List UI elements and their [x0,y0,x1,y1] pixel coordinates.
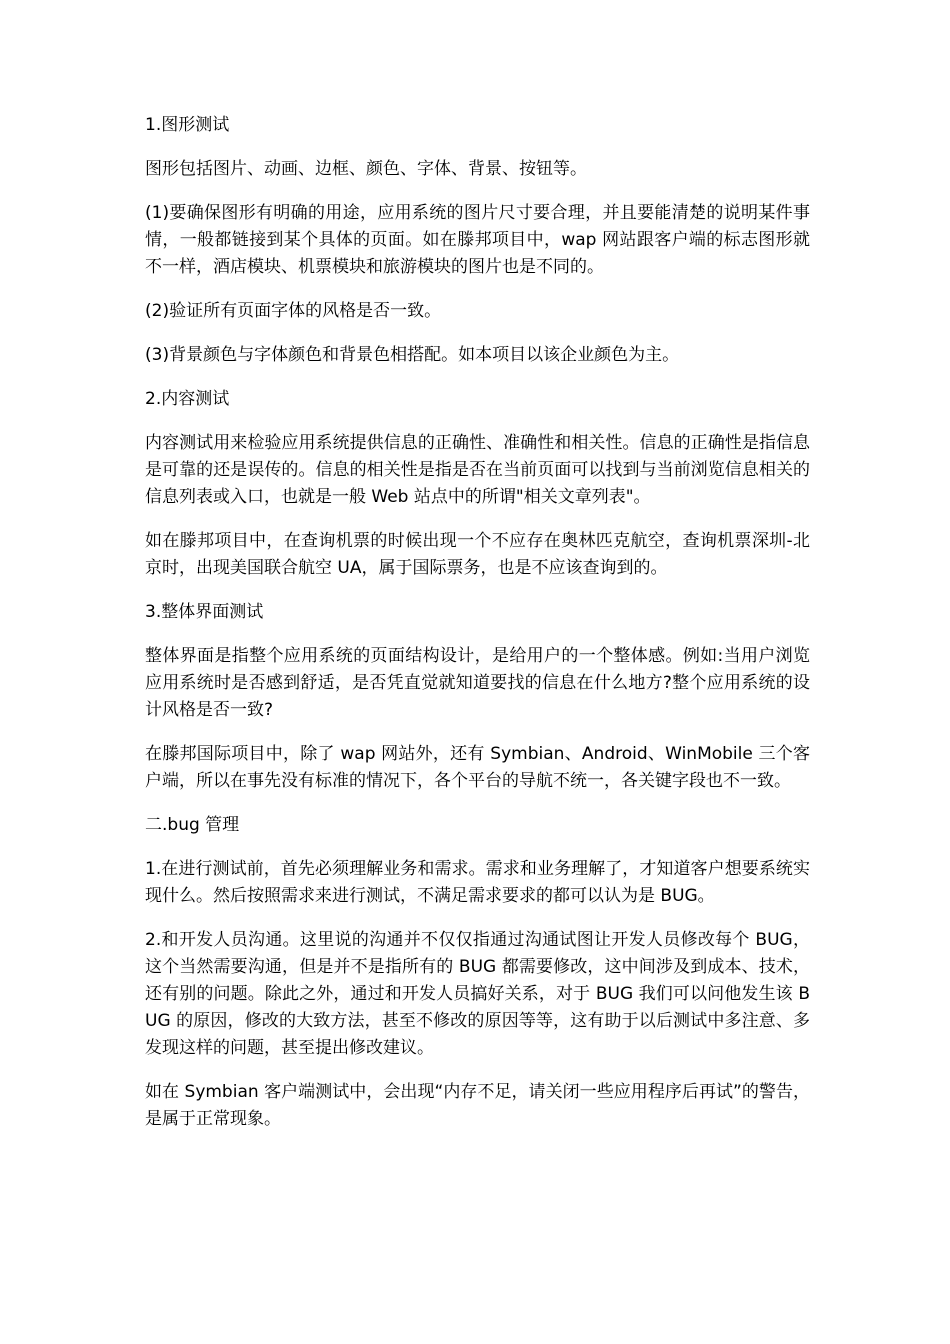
section-heading-bug-management: 二.bug 管理 [145,815,240,835]
paragraph-graphics-point-3: (3)背景颜色与字体颜色和背景色相搭配。如本项目以该企业颜色为主。 [145,345,680,365]
paragraph-graphics-overview: 图形包括图片、动画、边框、颜色、字体、背景、按钮等。 [145,159,587,179]
document-body [145,112,810,1150]
section-heading-graphics-test: 1.图形测试 [145,115,230,135]
paragraph-content-overview: 内容测试用来检验应用系统提供信息的正确性、准确性和相关性。信息的正确性是指信息是可靠的还是误传的。信息的相关性是指是否在当前页面可以找到与当前浏览信息相关的信息列表或入口，也就是一般 Web 站点中的所谓"相关文章列表"。 [145,433,810,507]
section-heading-content-test: 2.内容测试 [145,389,230,409]
paragraph-bug-example: 如在 Symbian 客户端测试中，会出现“内存不足，请关闭一些应用程序后再试”的警告，是属于正常现象。 [145,1082,810,1129]
paragraph-bug-point-2: 2.和开发人员沟通。这里说的沟通并不仅仅指通过沟通试图让开发人员修改每个 BUG，这个当然需要沟通，但是并不是指所有的 BUG 都需要修改，这中间涉及到成本、技术，还有别的问题。除此之外，通过和开发人员搞好关系，对于 BUG 我们可以问他发生该 BUG 的原因，修改的大致方法，甚至不修改的原因等等，这有助于以后测试中多注意、多发现这样的问题，甚至提出修改建议。 [145,930,810,1058]
paragraph-overall-ui-example: 在滕邦国际项目中，除了 wap 网站外，还有 Symbian、Android、WinMobile 三个客户端，所以在事先没有标准的情况下，各个平台的导航不统一，各关键字段也不一致。 [145,744,810,791]
paragraph-graphics-point-2: (2)验证所有页面字体的风格是否一致。 [145,301,442,321]
paragraph-overall-ui-overview: 整体界面是指整个应用系统的页面结构设计，是给用户的一个整体感。例如:当用户浏览应用系统时是否感到舒适，是否凭直觉就知道要找的信息在什么地方?整个应用系统的设计风格是否一致? [145,646,810,720]
paragraph-bug-point-1: 1.在进行测试前，首先必须理解业务和需求。需求和业务理解了，才知道客户想要系统实现什么。然后按照需求来进行测试，不满足需求要求的都可以认为是 BUG。 [145,859,810,906]
section-heading-overall-ui-test: 3.整体界面测试 [145,602,264,622]
paragraph-graphics-point-1: (1)要确保图形有明确的用途，应用系统的图片尺寸要合理，并且要能清楚的说明某件事情，一般都链接到某个具体的页面。如在滕邦项目中，wap 网站跟客户端的标志图形就不一样，酒店模块、机票模块和旅游模块的图片也是不同的。 [145,203,810,277]
paragraph-content-example: 如在滕邦项目中，在查询机票的时候出现一个不应存在奥林匹克航空，查询机票深圳-北京时，出现美国联合航空 UA，属于国际票务，也是不应该查询到的。 [145,531,810,578]
